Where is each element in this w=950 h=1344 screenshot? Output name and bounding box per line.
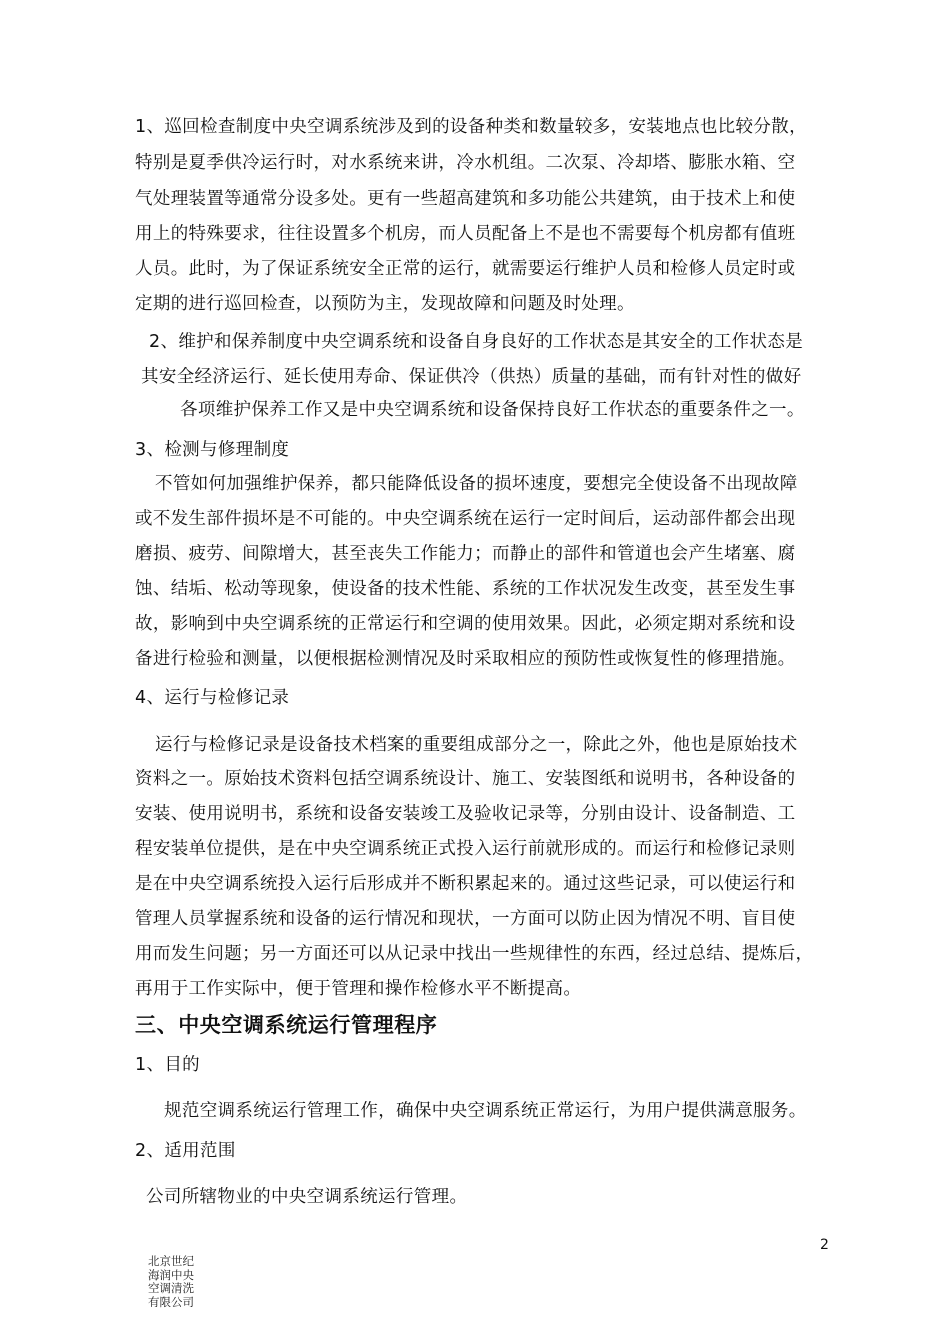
page-number: 2	[820, 1237, 829, 1253]
chapter3-heading: 三、中央空调系统运行管理程序	[135, 1013, 438, 1037]
section2-line-1: 2、维护和保养制度中央空调系统和设备自身良好的工作状态是其安全的工作状态是	[149, 332, 804, 352]
purpose-text: 规范空调系统运行管理工作，确保中央空调系统正常运行，为用户提供满意服务。	[164, 1101, 807, 1121]
section4-line-4: 程安装单位提供，是在中央空调系统正式投入运行前就形成的。而运行和检修记录则	[135, 839, 796, 859]
section1-line-3: 气处理装置等通常分设多处。更有一些超高建筑和多功能公共建筑，由于技术上和使	[135, 189, 796, 209]
section3-title: 3、检测与修理制度	[135, 440, 290, 460]
section4-line-8: 再用于工作实际中，便于管理和操作检修水平不断提高。	[135, 979, 582, 999]
section1-line-6: 定期的进行巡回检查，以预防为主，发现故障和问题及时处理。	[135, 294, 635, 314]
section4-line-3: 安装、使用说明书，系统和设备安装竣工及验收记录等，分别由设计、设备制造、工	[135, 804, 796, 824]
section4-line-6: 管理人员掌握系统和设备的运行情况和现状，一方面可以防止因为情况不明、盲目使	[135, 909, 796, 929]
section2-line-3: 各项维护保养工作又是中央空调系统和设备保持良好工作状态的重要条件之一。	[180, 400, 805, 420]
section4-line-1: 运行与检修记录是设备技术档案的重要组成部分之一，除此之外，他也是原始技术	[155, 735, 798, 755]
section2-line-2: 其安全经济运行、延长使用寿命、保证供冷（供热）质量的基础，而有针对性的做好	[141, 367, 802, 387]
footer-company-name: 北京世纪海润中央空调清洗有限公司	[148, 1254, 194, 1309]
section4-line-2: 资料之一。原始技术资料包括空调系统设计、施工、安装图纸和说明书，各种设备的	[135, 769, 796, 789]
section3-line-6: 备进行检验和测量，以便根据检测情况及时采取相应的预防性或恢复性的修理措施。	[135, 649, 796, 669]
scope-title: 2、适用范围	[135, 1141, 236, 1161]
scope-text: 公司所辖物业的中央空调系统运行管理。	[146, 1187, 468, 1207]
section1-line-5: 人员。此时，为了保证系统安全正常的运行，就需要运行维护人员和检修人员定时或	[135, 259, 796, 279]
purpose-title: 1、目的	[135, 1055, 201, 1075]
section3-line-2: 或不发生部件损坏是不可能的。中央空调系统在运行一定时间后，运动部件都会出现	[135, 509, 796, 529]
section1-line-4: 用上的特殊要求，往往设置多个机房，而人员配备上不是也不需要每个机房都有值班	[135, 224, 796, 244]
section3-line-5: 故，影响到中央空调系统的正常运行和空调的使用效果。因此，必须定期对系统和设	[135, 614, 796, 634]
section4-title: 4、运行与检修记录	[135, 688, 290, 708]
section3-line-1: 不管如何加强维护保养，都只能降低设备的损坏速度，要想完全使设备不出现故障	[155, 474, 798, 494]
section3-line-3: 磨损、疲劳、间隙增大，甚至丧失工作能力；而静止的部件和管道也会产生堵塞、腐	[135, 544, 796, 564]
section4-line-5: 是在中央空调系统投入运行后形成并不断积累起来的。通过这些记录，可以使运行和	[135, 874, 796, 894]
section1-line-1: 1、巡回检查制度中央空调系统涉及到的设备种类和数量较多，安装地点也比较分散，	[135, 117, 807, 137]
section1-line-2: 特别是夏季供冷运行时，对水系统来讲，冷水机组。二次泵、冷却塔、膨胀水箱、空	[135, 153, 796, 173]
section3-line-4: 蚀、结垢、松动等现象，使设备的技术性能、系统的工作状况发生改变，甚至发生事	[135, 579, 796, 599]
section4-line-7: 用而发生问题；另一方面还可以从记录中找出一些规律性的东西，经过总结、提炼后，	[135, 944, 814, 964]
